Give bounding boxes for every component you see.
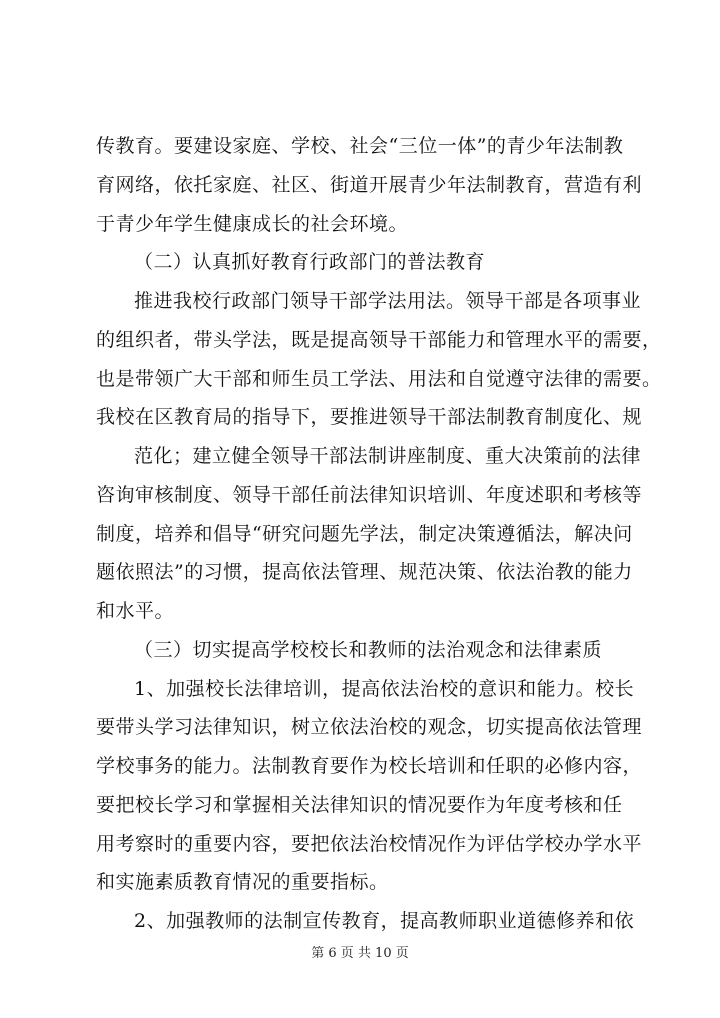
- body-text-line: 制度，培养和倡导“研究问题先学法，制定决策遵循法，解决问: [96, 523, 633, 545]
- body-text-line: 的组织者，带头学法，既是提高领导干部能力和管理水平的需要，: [96, 329, 662, 351]
- body-text-line: 咨询审核制度、领导干部任前法律知识培训、年度述职和考核等: [96, 484, 643, 506]
- section-heading: （二）认真抓好教育行政部门的普法教育: [134, 251, 486, 273]
- body-text-line: 也是带领广大干部和师生员工学法、用法和自觉遵守法律的需要。: [96, 368, 662, 390]
- body-text-line: 和水平。: [96, 600, 175, 622]
- body-text-line: 和实施素质教育情况的重要指标。: [96, 871, 389, 893]
- body-text-line: 1、加强校长法律培训，提高依法治校的意识和能力。校长: [134, 678, 635, 700]
- body-text-line: 2、加强教师的法制宣传教育，提高教师职业道德修养和依: [134, 910, 635, 932]
- body-text-line: 学校事务的能力。法制教育要作为校长培训和任职的必修内容，: [96, 755, 643, 777]
- page-footer: 第 6 页 共 10 页: [311, 946, 409, 961]
- body-text-line: 范化；建立健全领导干部法制讲座制度、重大决策前的法律: [134, 445, 642, 467]
- body-text-line: 传教育。要建设家庭、学校、社会“三位一体”的青少年法制教: [96, 135, 624, 157]
- body-text-line: 题依照法”的习惯，提高依法管理、规范决策、依法治教的能力: [96, 561, 633, 583]
- body-text-line: 要把校长学习和掌握相关法律知识的情况要作为年度考核和任: [96, 794, 623, 816]
- body-text-line: 育网络，依托家庭、社区、街道开展青少年法制教育，营造有利: [96, 174, 643, 196]
- body-text-line: 我校在区教育局的指导下，要推进领导干部法制教育制度化、规: [96, 406, 643, 428]
- section-heading: （三）切实提高学校校长和教师的法治观念和法律素质: [134, 639, 603, 661]
- body-text-line: 于青少年学生健康成长的社会环境。: [96, 213, 409, 235]
- body-text-line: 用考察时的重要内容，要把依法治校情况作为评估学校办学水平: [96, 833, 643, 855]
- body-text-line: 推进我校行政部门领导干部学法用法。领导干部是各项事业: [134, 290, 642, 312]
- body-text-line: 要带头学习法律知识，树立依法治校的观念，切实提高依法管理: [96, 716, 643, 738]
